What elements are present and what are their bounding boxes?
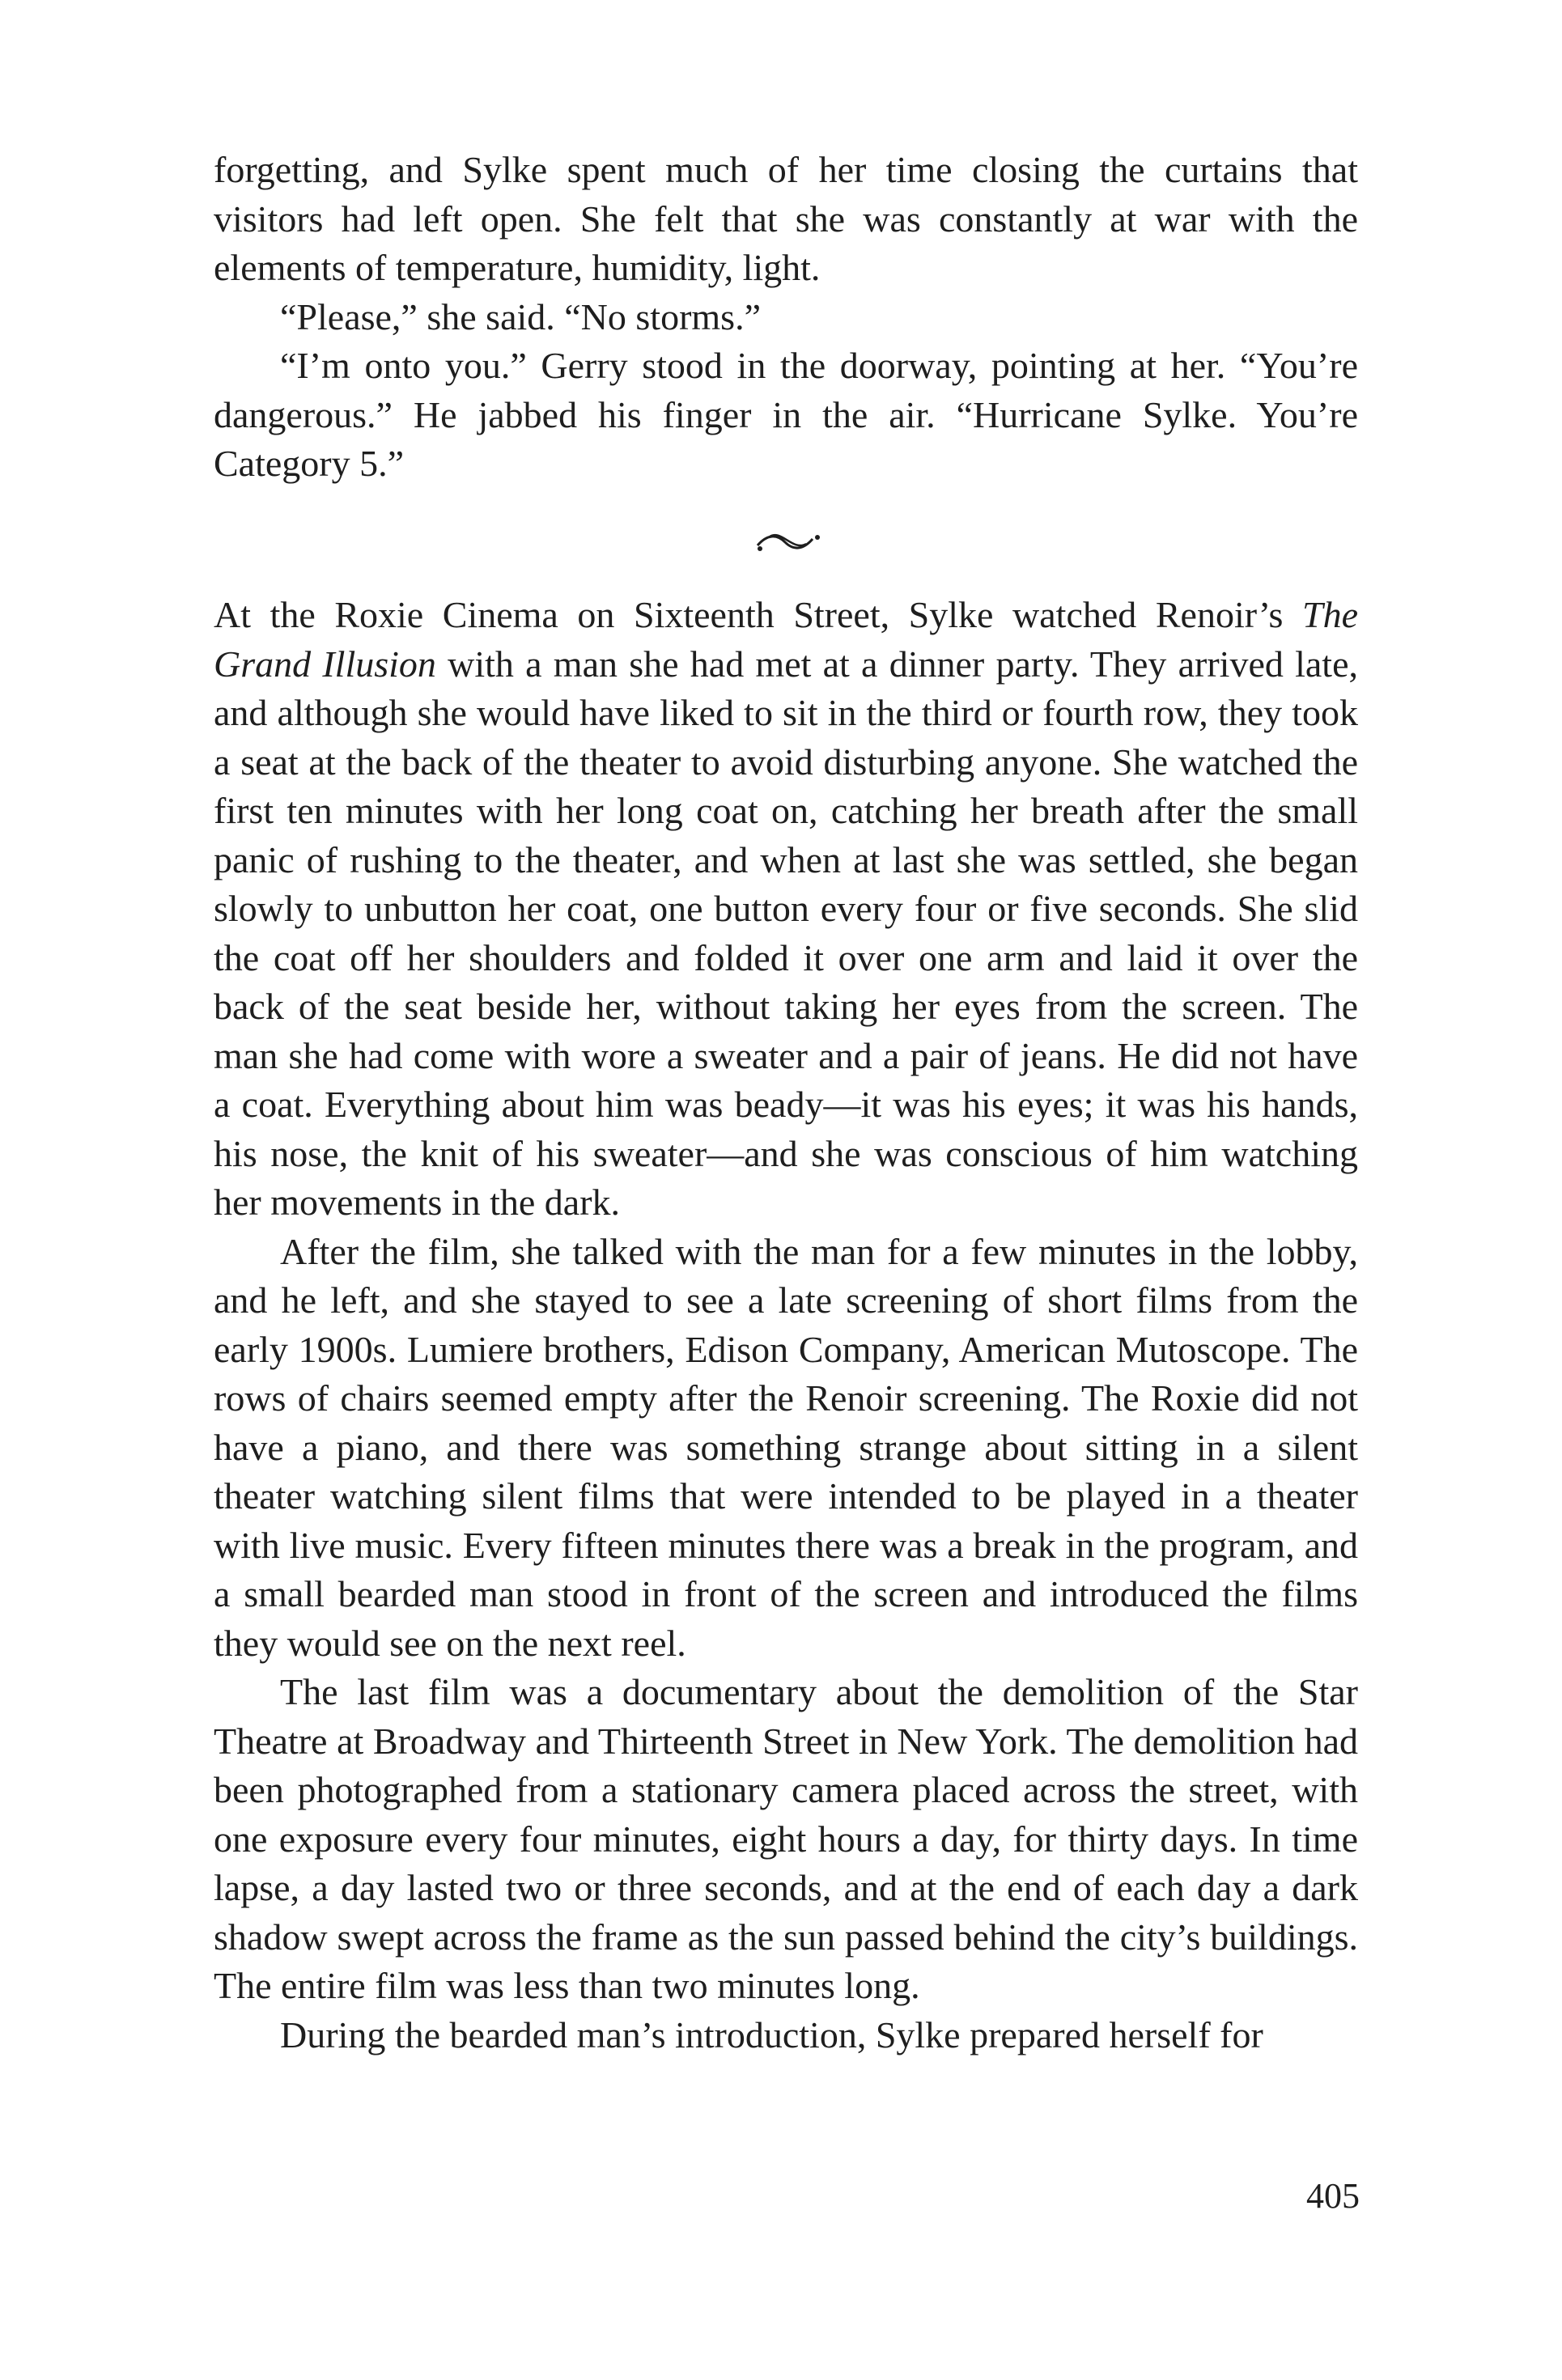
paragraph-introduction: During the bearded man’s introduction, Sylke prepared herself for: [280, 2013, 1263, 2055]
section-break-ornament-icon: [753, 528, 826, 557]
paragraph-dialogue-please: “Please,” she said. “No storms.”: [280, 295, 762, 337]
page-number: 405: [1306, 2176, 1360, 2216]
paragraph-roxie-cinema: [214, 591, 1358, 1228]
paragraph-roxie-cinema-start: At the Roxie Cinema on Sixteenth Street, Sylke watched Renoir’s: [214, 594, 1302, 635]
paragraph-roxie-cinema-rest: with a man she had met at a dinner party. They arrived late, and although she would have liked to sit in the third or fourth row, they took a seat at the back of the theater to avoid disturbing anyone. She watched the first ten minutes with her long coat on, catching her breath after the small panic of rushing to the theater, and when at last she was settled, she began slowly to unbutton her coat, one button every four or five seconds. She slid the coat off her shoulders and folded it over one arm and laid it over the back of the seat beside her, without taking her eyes from the screen. The man she had come with wore a sweater and a pair of jeans. He did not have a coat. Everything about him was beady—it was his eyes; it was his hands, his nose, the knit of his sweater—and she was conscious of him watching her movements in the dark.: [214, 643, 1358, 1223]
paragraph-after-the-film: After the film, she talked with the man for a few minutes in the lobby, and he left, and she stayed to see a late screening of short films from the early 1900s. Lumiere brothers, Edison Company, American Mutoscope. The rows of chairs seemed empty after the Renoir screening. The Roxie did not have a piano, and there was something strange about sitting in a silent theater watching silent films that were intended to be played in a theater with live music. Every fifteen minutes there was a break in the program, and a small bearded man stood in front of the screen and introduced the films they would see on the next reel.: [214, 1230, 1358, 1664]
section-2-text: [214, 591, 1358, 2060]
paragraph-dialogue-gerry: “I’m onto you.” Gerry stood in the doorway, pointing at her. “You’re dangerous.” He jabbed his finger in the air. “Hurricane Sylke. You’re Category 5.”: [214, 345, 1358, 484]
film-title: The Grand Illusion: [214, 594, 1358, 685]
paragraph-continued: forgetting, and Sylke spent much of her time closing the curtains that visitors had left open. She felt that she was constantly at war with the elements of temperature, humidity, light.: [214, 149, 1358, 288]
paragraph-last-film: The last film was a documentary about the demolition of the Star Theatre at Broadway and Thirteenth Street in New York. The demolition had been photographed from a stationary camera placed across the street, with one exposure every four minutes, eight hours a day, for thirty days. In time lapse, a day lasted two or three seconds, and at the end of each day a dark shadow swept across the frame as the sun passed behind the city’s buildings. The entire film was less than two minutes long.: [214, 1671, 1358, 2006]
section-1-text: [214, 146, 1358, 489]
